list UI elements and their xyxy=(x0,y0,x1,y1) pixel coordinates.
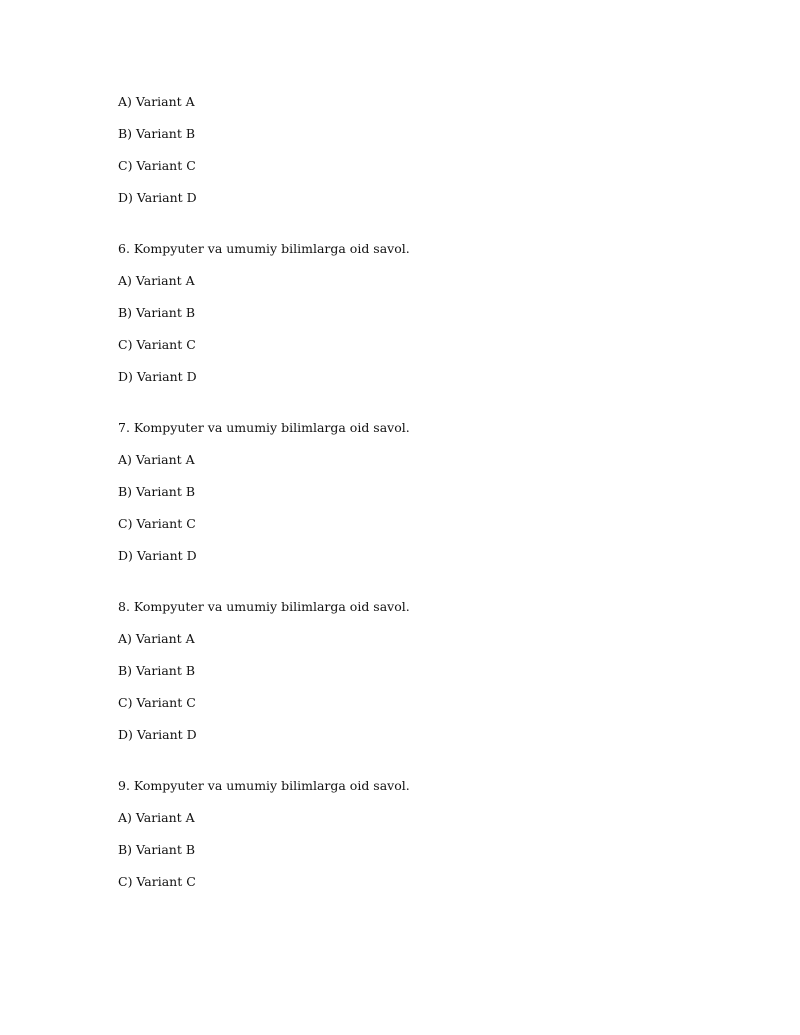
answer-option: D) Variant D xyxy=(118,727,197,742)
question-text: 6. Kompyuter va umumiy bilimlarga oid savol. xyxy=(118,241,410,256)
answer-option: C) Variant C xyxy=(118,158,196,173)
question-text: 8. Kompyuter va umumiy bilimlarga oid savol. xyxy=(118,599,410,614)
question-text: 9. Kompyuter va umumiy bilimlarga oid savol. xyxy=(118,778,410,793)
answer-option: A) Variant A xyxy=(118,273,195,288)
answer-option: B) Variant B xyxy=(118,126,196,141)
question-text: 7. Kompyuter va umumiy bilimlarga oid savol. xyxy=(118,420,410,435)
question-block xyxy=(118,239,738,399)
leading-options xyxy=(118,92,738,220)
spacer xyxy=(118,578,738,597)
spacer xyxy=(118,757,738,776)
answer-option: A) Variant A xyxy=(118,94,195,109)
answer-option: D) Variant D xyxy=(118,548,197,563)
spacer xyxy=(118,220,738,239)
answer-option: B) Variant B xyxy=(118,842,196,857)
answer-option: D) Variant D xyxy=(118,190,197,205)
answer-option: A) Variant A xyxy=(118,631,195,646)
answer-option: B) Variant B xyxy=(118,484,196,499)
answer-option: B) Variant B xyxy=(118,305,196,320)
answer-option: C) Variant C xyxy=(118,695,196,710)
spacer xyxy=(118,399,738,418)
question-block xyxy=(118,597,738,757)
answer-option: A) Variant A xyxy=(118,452,195,467)
answer-option: C) Variant C xyxy=(118,874,196,889)
answer-option: C) Variant C xyxy=(118,337,196,352)
answer-option: D) Variant D xyxy=(118,369,197,384)
document-body xyxy=(118,92,738,904)
answer-option: B) Variant B xyxy=(118,663,196,678)
answer-option: A) Variant A xyxy=(118,810,195,825)
question-block xyxy=(118,776,738,904)
question-block xyxy=(118,418,738,578)
answer-option: C) Variant C xyxy=(118,516,196,531)
